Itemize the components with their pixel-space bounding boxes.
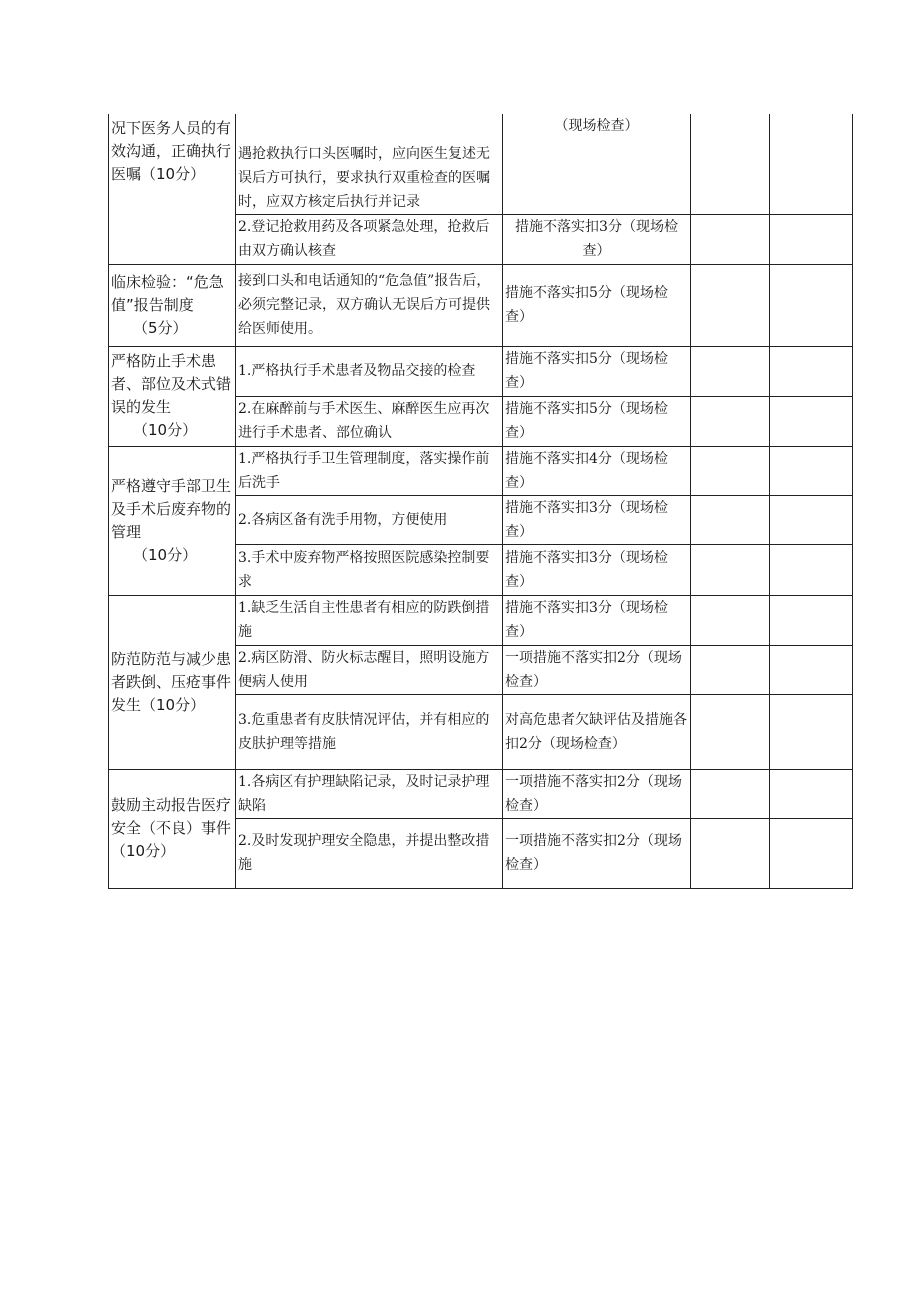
deduction-cell [503, 346, 691, 396]
score-cell [691, 396, 770, 446]
score-cell [691, 818, 770, 888]
requirement-text: 3.危重患者有皮肤情况评估，并有相应的皮肤护理等措施 [238, 711, 490, 752]
note-cell [770, 446, 853, 495]
note-cell [770, 214, 853, 264]
requirement-cell [236, 818, 503, 888]
deduction-text: 措施不落实扣5分（现场检查） [505, 285, 668, 325]
requirement-cell [236, 645, 503, 694]
category-text: 严格防止手术患者、部位及术式错误的发生 [111, 352, 232, 416]
deduction-text: 措施不落实扣3分（现场检查） [505, 600, 668, 640]
score-cell [691, 495, 770, 544]
category-text: 严格遵守手部卫生及手术后废弃物的管理 [111, 476, 232, 541]
category-cell [109, 346, 236, 446]
requirement-cell [236, 214, 503, 264]
requirement-cell [236, 544, 503, 595]
category-points: （5分） [133, 318, 188, 337]
requirement-text: 2.各病区备有洗手用物，方便使用 [238, 511, 448, 528]
category-text: 防范防范与减少患者跌倒、压疮事件发生（10分） [111, 649, 232, 714]
score-cell [691, 544, 770, 595]
requirement-cell [236, 446, 503, 495]
deduction-text: （现场检查） [554, 118, 639, 134]
note-cell [770, 114, 853, 214]
requirement-text: 2.在麻醉前与手术医生、麻醉医生应再次进行手术患者、部位确认 [238, 401, 490, 441]
table-row [109, 346, 853, 396]
note-cell [770, 346, 853, 396]
deduction-cell [503, 114, 691, 214]
requirement-text: 1.严格执行手术患者及物品交接的检查 [238, 363, 476, 379]
deduction-text: 措施不落实扣5分（现场检查） [505, 401, 668, 441]
requirement-cell [236, 346, 503, 396]
deduction-cell [503, 214, 691, 264]
requirement-cell [236, 264, 503, 346]
requirement-text: 1.严格执行手卫生管理制度，落实操作前后洗手 [238, 450, 490, 491]
requirement-text: 1.缺乏生活自主性患者有相应的防跌倒措施 [238, 600, 490, 640]
category-text: 临床检验：“危急值”报告制度 [111, 272, 224, 314]
score-cell [691, 694, 770, 769]
score-cell [691, 114, 770, 214]
table-row [109, 595, 853, 645]
evaluation-table [108, 114, 853, 889]
requirement-text: 遇抢救执行口头医嘱时，应向医生复述无误后方可执行，要求执行双重检查的医嘱时，应双方核定后执行并记录 [238, 145, 490, 210]
deduction-cell [503, 495, 691, 544]
requirement-cell [236, 694, 503, 769]
category-text: 况下医务人员的有效沟通，正确执行医嘱（10分） [111, 119, 232, 183]
requirement-cell [236, 114, 503, 214]
table-row [109, 769, 853, 818]
requirement-cell [236, 396, 503, 446]
score-cell [691, 214, 770, 264]
deduction-cell [503, 544, 691, 595]
note-cell [770, 818, 853, 888]
requirement-cell [236, 769, 503, 818]
score-cell [691, 769, 770, 818]
requirement-text: 2.病区防滑、防火标志醒目，照明设施方便病人使用 [238, 649, 490, 690]
deduction-text: 措施不落实扣3分（现场检查） [505, 549, 668, 590]
category-cell [109, 595, 236, 769]
score-cell [691, 645, 770, 694]
deduction-cell [503, 264, 691, 346]
requirement-text: 接到口头和电话通知的“危急值”报告后，必须完整记录，双方确认无误后方可提供给医师使用。 [238, 273, 491, 337]
score-cell [691, 595, 770, 645]
requirement-cell [236, 595, 503, 645]
note-cell [770, 595, 853, 645]
category-cell [109, 114, 236, 264]
note-cell [770, 645, 853, 694]
score-cell [691, 346, 770, 396]
deduction-text: 对高危患者欠缺评估及措施各扣2分（现场检查） [505, 711, 687, 752]
deduction-text: 一项措施不落实扣2分（现场检查） [505, 649, 682, 690]
note-cell [770, 694, 853, 769]
category-cell [109, 446, 236, 595]
note-cell [770, 769, 853, 818]
deduction-cell [503, 595, 691, 645]
deduction-cell [503, 446, 691, 495]
table-row [109, 114, 853, 214]
score-cell [691, 446, 770, 495]
deduction-cell [503, 769, 691, 818]
requirement-cell [236, 495, 503, 544]
deduction-cell [503, 396, 691, 446]
category-text: 鼓励主动报告医疗安全（不良）事件（10分） [111, 796, 232, 860]
category-cell [109, 264, 236, 346]
deduction-cell [503, 694, 691, 769]
deduction-text: 措施不落实扣5分（现场检查） [505, 351, 668, 391]
deduction-text: 一项措施不落实扣2分（现场检查） [505, 773, 682, 814]
note-cell [770, 495, 853, 544]
note-cell [770, 264, 853, 346]
table-row [109, 446, 853, 495]
category-points: （10分） [133, 421, 198, 439]
deduction-cell [503, 645, 691, 694]
deduction-text: 措施不落实扣4分（现场检查） [505, 450, 668, 491]
note-cell [770, 544, 853, 595]
requirement-text: 2.及时发现护理安全隐患，并提出整改措施 [238, 833, 490, 873]
requirement-text: 1.各病区有护理缺陷记录，及时记录护理缺陷 [238, 773, 490, 814]
deduction-cell [503, 818, 691, 888]
deduction-text: 措施不落实扣3分（现场检查） [515, 219, 678, 259]
score-cell [691, 264, 770, 346]
category-points: （10分） [133, 545, 198, 564]
note-cell [770, 396, 853, 446]
deduction-text: 一项措施不落实扣2分（现场检查） [505, 833, 682, 873]
category-cell [109, 769, 236, 888]
deduction-text: 措施不落实扣3分（现场检查） [505, 499, 668, 540]
table-row [109, 264, 853, 346]
requirement-text: 2.登记抢救用药及各项紧急处理，抢救后由双方确认核查 [238, 219, 490, 259]
requirement-text: 3.手术中废弃物严格按照医院感染控制要求 [238, 549, 490, 590]
